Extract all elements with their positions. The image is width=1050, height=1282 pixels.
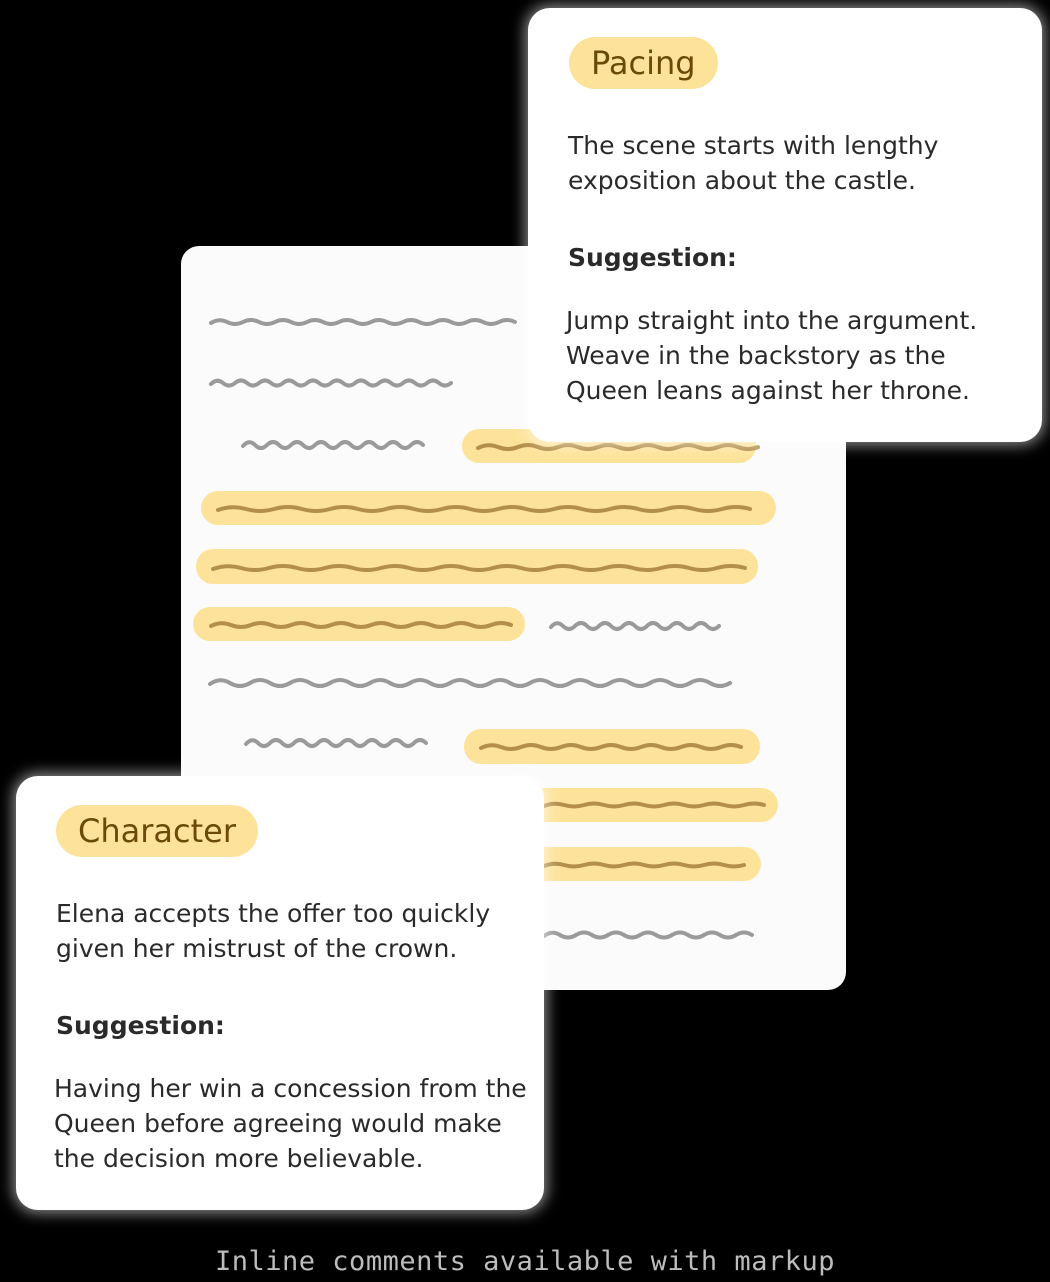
suggestion-text: Jump straight into the argument. Weave in the backstory as the Queen leans against her throne. [566,306,978,405]
scribble-line-1 [211,320,515,324]
scribble-line-14 [544,933,752,938]
comment-issue-text: The scene starts with lengthy exposition about the castle. [568,131,939,195]
scribble-line-2 [211,381,451,386]
highlight-line-4 [193,607,525,641]
comment-tag-character: Character [56,805,258,857]
comment-card-character [16,776,544,1210]
suggestion-label: Suggestion: [56,1011,225,1040]
comment-card-pacing [528,8,1042,442]
scribble-line-3 [243,442,423,448]
scribble-line-9 [210,680,730,686]
suggestion-text: Having her win a concession from the Queen before agreeing would make the decision more believable. [54,1074,527,1173]
scribble-line-10 [246,740,426,746]
suggestion-label: Suggestion: [568,243,737,272]
footer-caption: Inline comments available with markup [215,1246,835,1277]
comment-tag-pacing: Pacing [569,37,718,89]
comment-issue-text: Elena accepts the offer too quickly given her mistrust of the crown. [56,899,491,963]
scribble-line-8 [551,623,719,629]
